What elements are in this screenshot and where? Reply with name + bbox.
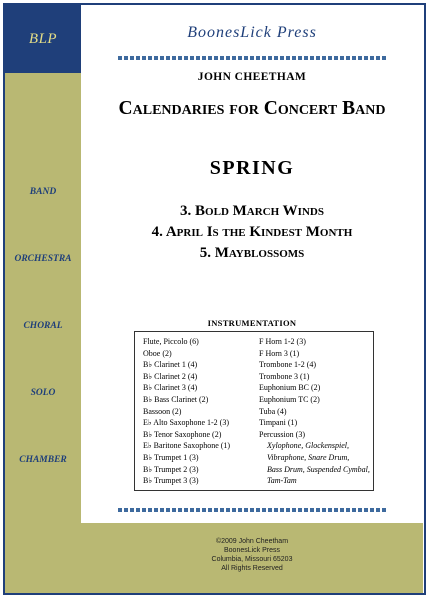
rights-line: All Rights Reserved (221, 565, 283, 572)
movement-title: 4. April Is the Kindest Month (151, 224, 353, 240)
ornament-divider-top (118, 56, 386, 60)
composer-name: JOHN CHEETHAM (197, 71, 307, 83)
publisher-line: BoonesLick Press (223, 547, 281, 554)
instrument-item: F Horn 3 (1) (259, 348, 300, 358)
instrument-column-right (259, 336, 371, 487)
instrumentation-heading: INSTRUMENTATION (207, 318, 297, 328)
instrument-item: F Horn 1-2 (3) (259, 337, 306, 346)
instrument-item: B♭ Clarinet 2 (4) (143, 371, 198, 381)
percussion-detail: Xylophone, Glockenspiel, (267, 441, 349, 451)
instrument-item: Percussion (3) (259, 429, 305, 439)
footer (81, 523, 423, 593)
address-line: Columbia, Missouri 65203 (211, 556, 293, 563)
instrument-item: Oboe (2) (143, 348, 172, 358)
sidebar-item-choral: CHORAL (23, 321, 63, 331)
copyright-line: ©2009 John Cheetham (215, 538, 289, 545)
instrument-item: Euphonium BC (2) (259, 383, 321, 393)
instrument-item: B♭ Tenor Saxophone (2) (143, 429, 222, 439)
instrument-item: B♭ Clarinet 3 (4) (143, 383, 198, 393)
instrument-item: Timpani (1) (259, 418, 298, 428)
work-title: Calendaries for Concert Band (118, 98, 386, 119)
sidebar-item-chamber: CHAMBER (19, 455, 67, 465)
logo-box (5, 5, 81, 73)
instrument-item: B♭ Trumpet 3 (3) (143, 476, 199, 486)
instrument-item: Trombone 1-2 (4) (259, 360, 317, 370)
ornament-divider-bottom (118, 508, 386, 512)
instrument-item: B♭ Bass Clarinet (2) (143, 394, 209, 404)
movement-title: 5. Mayblossoms (199, 245, 305, 261)
sidebar-item-solo: SOLO (30, 388, 56, 398)
instrument-item: Flute, Piccolo (6) (143, 337, 199, 346)
copyright-block (81, 537, 423, 573)
percussion-detail: Tam-Tam (267, 476, 297, 486)
percussion-detail: Vibraphone, Snare Drum, (267, 452, 350, 462)
instrument-item: E♭ Baritone Saxophone (1) (143, 441, 231, 451)
publisher-name: BoonesLick Press (187, 24, 317, 41)
instrument-item: B♭ Clarinet 1 (4) (143, 360, 198, 370)
instrument-item: B♭ Trumpet 1 (3) (143, 452, 199, 462)
instrument-item: Trombone 3 (1) (259, 371, 310, 381)
movement-title: 3. Bold March Winds (180, 203, 324, 219)
instrument-item: Euphonium TC (2) (259, 394, 320, 404)
sidebar (5, 5, 81, 593)
instrumentation-box (134, 331, 374, 491)
season-title: SPRING (209, 157, 295, 179)
instrument-column-left (143, 336, 259, 487)
instrument-item: B♭ Trumpet 2 (3) (143, 464, 199, 474)
instrument-item: Tuba (4) (259, 406, 287, 416)
sidebar-item-orchestra: ORCHESTRA (14, 254, 72, 264)
percussion-detail: Bass Drum, Suspended Cymbal, (267, 464, 370, 474)
instrument-item: E♭ Alto Saxophone 1-2 (3) (143, 418, 229, 428)
logo: BLP (28, 30, 58, 47)
sidebar-item-band: BAND (29, 187, 57, 197)
instrument-item: Bassoon (2) (143, 406, 182, 416)
